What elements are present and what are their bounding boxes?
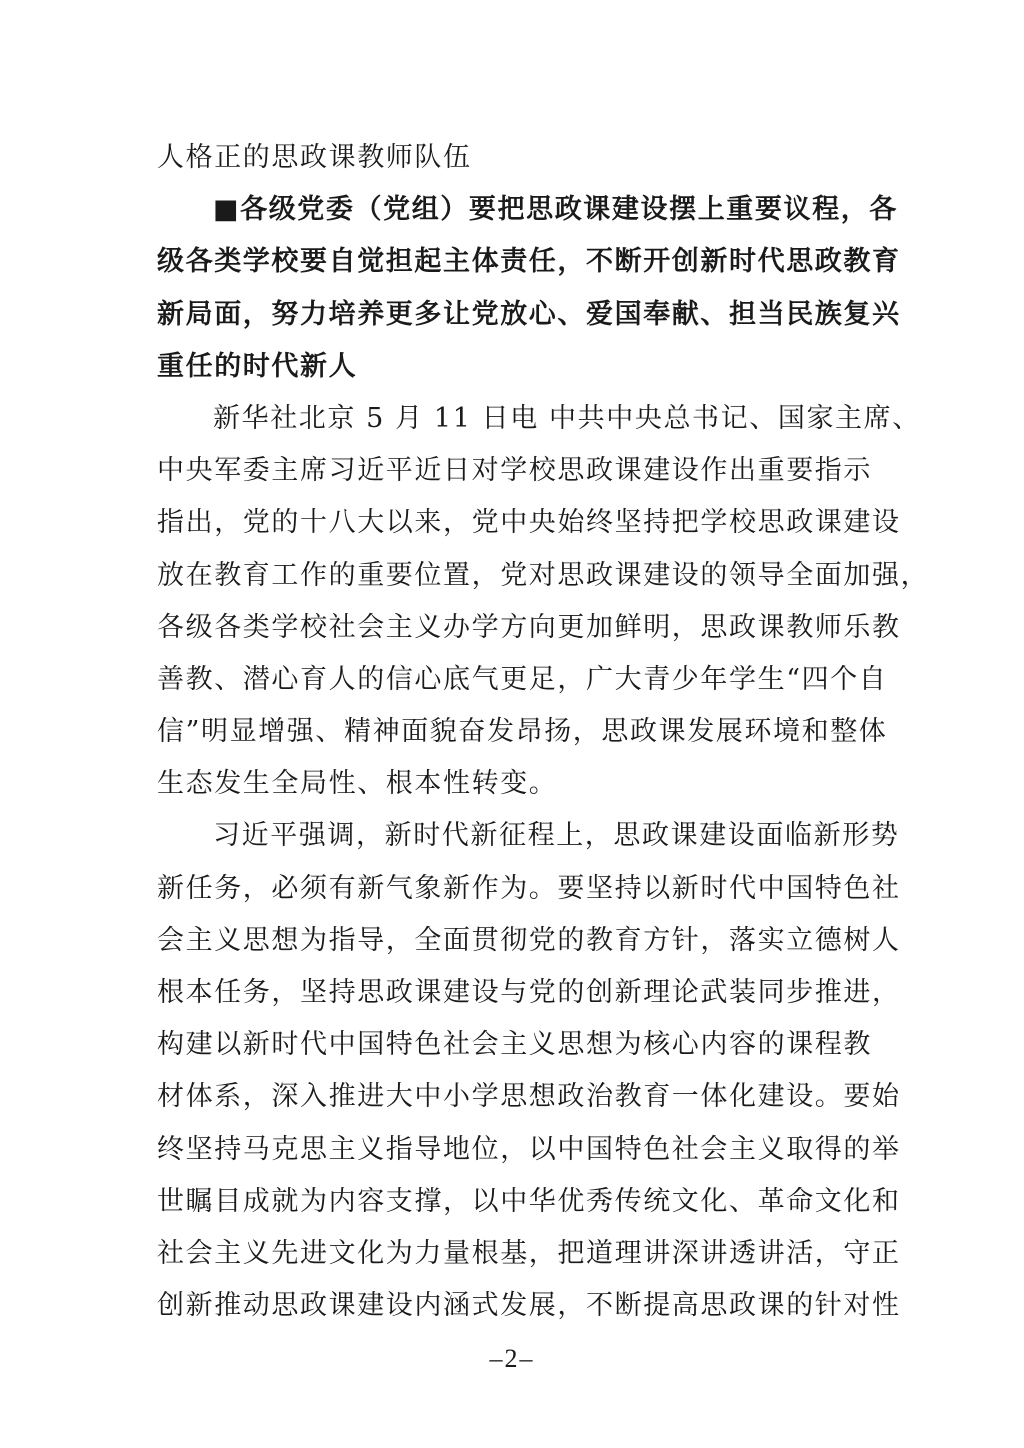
paragraph-2-line-1: 习近平强调，新时代新征程上，思政课建设面临新形势 bbox=[213, 820, 900, 852]
paragraph-2-line-10: 创新推动思政课建设内涵式发展，不断提高思政课的针对性 bbox=[157, 1290, 901, 1322]
paragraph-2-line-7: 终坚持马克思主义指导地位，以中国特色社会主义取得的举 bbox=[157, 1133, 901, 1165]
subheading-line-4: 重任的时代新人 bbox=[157, 350, 358, 382]
paragraph-1-line-7: 信”明显增强、精神面貌奋发昂扬，思政课发展环境和整体 bbox=[157, 716, 888, 748]
paragraph-1-line-3: 指出，党的十八大以来，党中央始终坚持把学校思政课建设 bbox=[157, 507, 901, 539]
document-body bbox=[157, 132, 930, 1332]
paragraph-2-line-3: 会主义思想为指导，全面贯彻党的教育方针，落实立德树人 bbox=[157, 924, 901, 956]
paragraph-2-line-5: 构建以新时代中国特色社会主义思想为核心内容的课程教 bbox=[157, 1029, 872, 1061]
paragraph-1-line-5: 各级各类学校社会主义办学方向更加鲜明，思政课教师乐教 bbox=[157, 611, 901, 643]
paragraph-1-line-1: 新华社北京 5 月 11 日电 中共中央总书记、国家主席、 bbox=[213, 402, 921, 434]
paragraph-2-line-4: 根本任务，坚持思政课建设与党的创新理论武装同步推进， bbox=[157, 977, 901, 1008]
page-number: –2– bbox=[489, 1344, 535, 1373]
paragraph-1-line-4: 放在教育工作的重要位置，党对思政课建设的领导全面加强， bbox=[157, 559, 930, 591]
subheading-line-1: ■各级党委（党组）要把思政课建设摆上重要议程，各 bbox=[213, 194, 898, 226]
paragraph-2-line-2: 新任务，必须有新气象新作为。要坚持以新时代中国特色社 bbox=[157, 872, 901, 904]
paragraph-1-line-2: 中央军委主席习近平近日对学校思政课建设作出重要指示 bbox=[157, 455, 872, 487]
paragraph-2-line-6: 材体系，深入推进大中小学思想政治教育一体化建设。要始 bbox=[157, 1081, 901, 1113]
paragraph-2-line-8: 世瞩目成就为内容支撑，以中华优秀传统文化、革命文化和 bbox=[157, 1185, 901, 1217]
subheading-line-2: 级各类学校要自觉担起主体责任，不断开创新时代思政教育 bbox=[157, 246, 901, 278]
text-line-1: 人格正的思政课教师队伍 bbox=[157, 142, 472, 173]
paragraph-2-line-9: 社会主义先进文化为力量根基，把道理讲深讲透讲活，守正 bbox=[157, 1237, 901, 1269]
paragraph-1-line-6: 善教、潜心育人的信心底气更足，广大青少年学生“四个自 bbox=[157, 663, 888, 695]
subheading-line-3: 新局面，努力培养更多让党放心、爱国奉献、担当民族复兴 bbox=[157, 298, 901, 330]
paragraph-1-line-8: 生态发生全局性、根本性转变。 bbox=[157, 768, 558, 800]
